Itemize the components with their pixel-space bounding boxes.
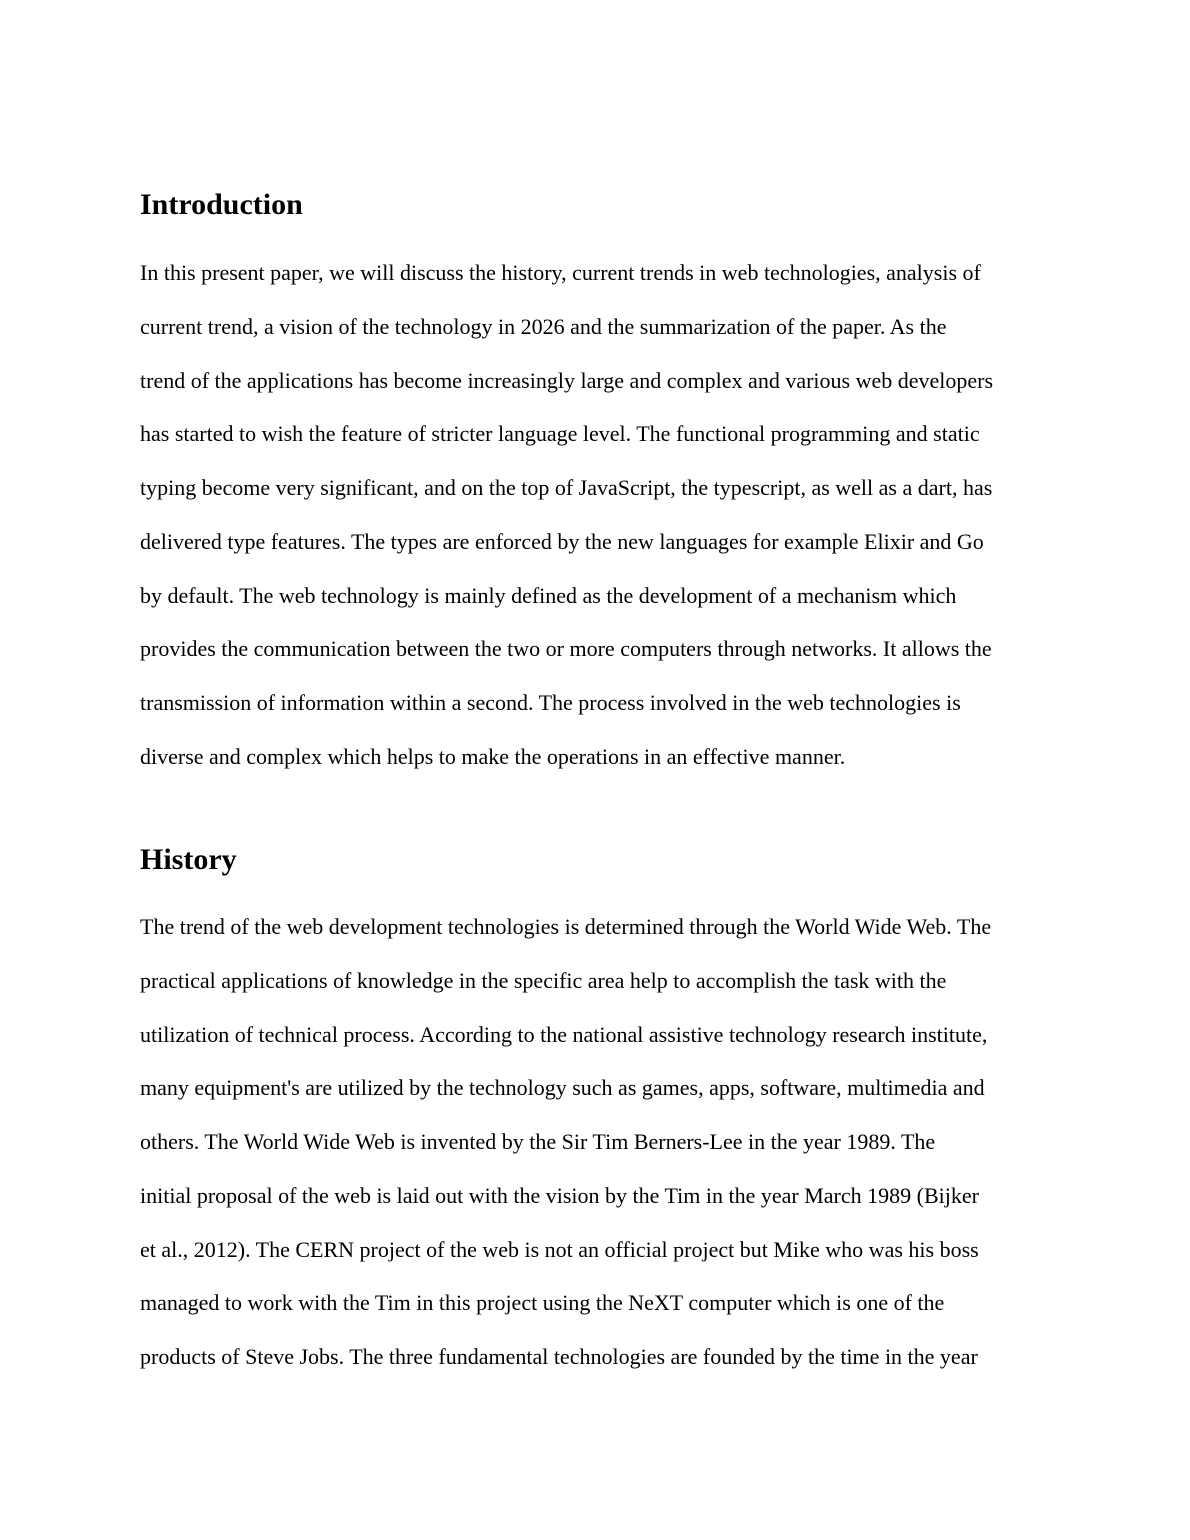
text-line: delivered type features. The types are enforced by the new languages for example Elixir and Go [140, 528, 984, 554]
text-line: In this present paper, we will discuss the history, current trends in web technologies, analysis of [140, 260, 981, 285]
text-line: The trend of the web development technologies is determined through the World Wide Web. The [140, 914, 992, 939]
text-line: current trend, a vision of the technology in 2026 and the summarization of the paper. As the [140, 313, 947, 339]
text-line: by default. The web technology is mainly defined as the development of a mechanism which [140, 582, 957, 608]
section-paragraph-history [140, 900, 991, 1384]
section-heading-history: History [140, 843, 237, 876]
text-line: has started to wish the feature of stricter language level. The functional programming and static [140, 421, 980, 447]
text-line: others. The World Wide Web is invented by the Sir Tim Berners-Lee in the year 1989. The [140, 1129, 936, 1154]
section-heading-introduction: Introduction [140, 188, 303, 221]
text-line: et al., 2012). The CERN project of the web is not an official project but Mike who was his boss [140, 1236, 979, 1262]
text-line: many equipment's are utilized by the technology such as games, apps, software, multimedia and [140, 1075, 985, 1101]
text-line: practical applications of knowledge in the specific area help to accomplish the task with the [140, 967, 947, 993]
text-line: initial proposal of the web is laid out with the vision by the Tim in the year March 1989 (Bijker [140, 1182, 979, 1208]
section-paragraph-introduction [140, 246, 993, 784]
text-line: provides the communication between the two or more computers through networks. It allows the [140, 636, 992, 662]
text-line: typing become very significant, and on the top of JavaScript, the typescript, as well as a dart, has [140, 475, 993, 500]
text-line: diverse and complex which helps to make the operations in an effective manner. [140, 743, 846, 769]
text-line: managed to work with the Tim in this project using the NeXT computer which is one of the [140, 1290, 945, 1316]
text-line: products of Steve Jobs. The three fundamental technologies are founded by the time in the year [140, 1344, 978, 1369]
text-line: transmission of information within a second. The process involved in the web technologies is [140, 690, 961, 715]
text-line: trend of the applications has become increasingly large and complex and various web developers [140, 367, 994, 393]
text-line: utilization of technical process. According to the national assistive technology research institute, [140, 1021, 988, 1047]
